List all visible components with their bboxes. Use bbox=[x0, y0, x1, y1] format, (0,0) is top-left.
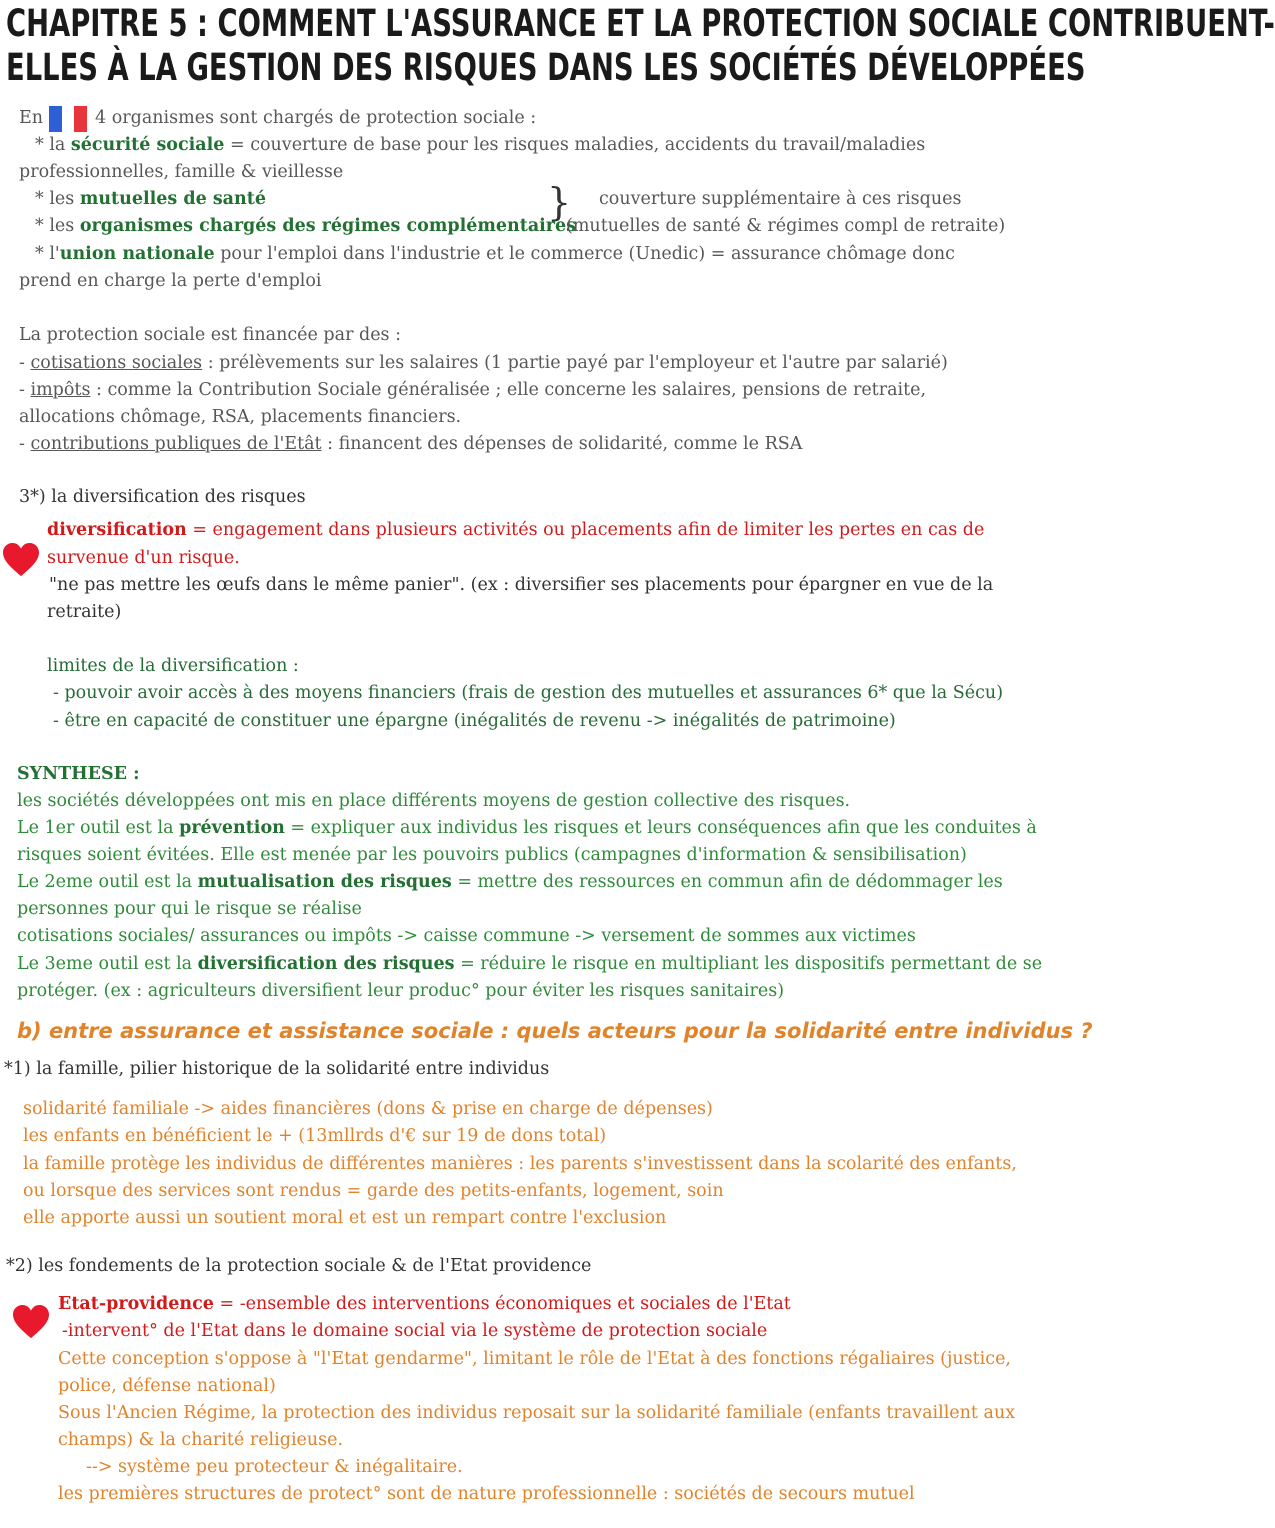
financement-intro: La protection sociale est financée par des : bbox=[19, 325, 401, 345]
etat-providence-definition: Etat-providence = -ensemble des interventions économiques et sociales de l'Etat bbox=[58, 1294, 791, 1314]
impots-line-2: allocations chômage, RSA, placements financiers. bbox=[19, 407, 462, 427]
famille-line-3: la famille protège les individus de différentes manières : les parents s'investissent dans la scolarité des enfants, bbox=[23, 1154, 1017, 1174]
famille-line-4: ou lorsque des services sont rendus = garde des petits-enfants, logement, soin bbox=[23, 1181, 724, 1201]
secu-line: * la sécurité sociale = couverture de base pour les risques maladies, accidents du travail/maladies bbox=[35, 135, 926, 155]
heart-icon bbox=[2, 542, 40, 578]
diversification-quote-2: retraite) bbox=[47, 602, 122, 622]
diversification-heading: 3*) la diversification des risques bbox=[19, 487, 306, 507]
opposition-line-2: police, défense national) bbox=[58, 1376, 276, 1396]
organismes-intro: En 4 organismes sont chargés de protection sociale : bbox=[19, 105, 536, 132]
premieres-structures-line: les premières structures de protect° sont de nature professionnelle : sociétés de secours mutuel bbox=[58, 1484, 915, 1504]
cotisations-line: - cotisations sociales : prélèvements sur les salaires (1 partie payé par l'employeur et l'autre par salarié) bbox=[19, 353, 948, 373]
etat-providence-definition-2: -intervent° de l'Etat dans le domaine social via le système de protection sociale bbox=[62, 1321, 768, 1341]
synthese-line-8: protéger. (ex : agriculteurs diversifient leur produc° pour éviter les risques sanitaires) bbox=[17, 981, 785, 1001]
famille-line-1: solidarité familiale -> aides financières (dons & prise en charge de dépenses) bbox=[23, 1099, 713, 1119]
mutuelles-note: couverture supplémentaire à ces risques bbox=[599, 189, 962, 209]
heart-icon bbox=[12, 1304, 50, 1340]
famille-line-2: les enfants en bénéficient le + (13mllrds d'€ sur 19 de dons total) bbox=[23, 1126, 607, 1146]
synthese-title: SYNTHESE : bbox=[17, 764, 140, 784]
contributions-line: - contributions publiques de l'Etât : financent des dépenses de solidarité, comme le RSA bbox=[19, 434, 803, 454]
title-line-1: CHAPITRE 5 : COMMENT L'ASSURANCE ET LA PROTECTION SOCIALE CONTRIBUENT- bbox=[6, 2, 1275, 45]
ancien-regime-line-2: champs) & la charité religieuse. bbox=[58, 1430, 344, 1450]
limite-1: - pouvoir avoir accès à des moyens financiers (frais de gestion des mutuelles et assurances 6* que la Sécu) bbox=[53, 683, 1004, 703]
famille-line-5: elle apporte aussi un soutient moral et est un rempart contre l'exclusion bbox=[23, 1208, 667, 1228]
opposition-line-1: Cette conception s'oppose à "l'Etat gendarme", limitant le rôle de l'Etat à des fonctions régaliaires (justice, bbox=[58, 1349, 1011, 1369]
union-line-2: prend en charge la perte d'emploi bbox=[19, 271, 322, 291]
impots-line: - impôts : comme la Contribution Sociale généralisée ; elle concerne les salaires, pensions de retraite, bbox=[19, 380, 927, 400]
section-b-heading: b) entre assurance et assistance sociale : quels acteurs pour la solidarité entre individus ? bbox=[17, 1019, 1093, 1043]
secu-line-2: professionnelles, famille & vieillesse bbox=[19, 162, 344, 182]
limite-2: - être en capacité de constituer une épargne (inégalités de revenu -> inégalités de patrimoine) bbox=[53, 711, 896, 731]
diversification-definition-2: survenue d'un risque. bbox=[47, 548, 240, 568]
diversification-quote: "ne pas mettre les œufs dans le même panier". (ex : diversifier ses placements pour épargner en vue de la bbox=[49, 575, 994, 595]
regimes-note: (mutuelles de santé & régimes compl de retraite) bbox=[566, 216, 1006, 236]
france-flag-icon bbox=[49, 106, 87, 132]
synthese-line-1: les sociétés développées ont mis en place différents moyens de gestion collective des risques. bbox=[17, 791, 851, 811]
curly-brace: } bbox=[547, 180, 572, 224]
famille-heading: *1) la famille, pilier historique de la solidarité entre individus bbox=[4, 1059, 550, 1079]
limites-title: limites de la diversification : bbox=[47, 656, 299, 676]
ancien-regime-line-1: Sous l'Ancien Régime, la protection des individus reposait sur la solidarité familiale (enfants travaillent aux bbox=[58, 1403, 1016, 1423]
chapter-title bbox=[6, 2, 1275, 90]
synthese-line-7: Le 3eme outil est la diversification des risques = réduire le risque en multipliant les dispositifs permettant de se bbox=[17, 954, 1043, 974]
synthese-line-3: risques soient évitées. Elle est menée par les pouvoirs publics (campagnes d'information & sensibilisation) bbox=[17, 845, 967, 865]
fondements-heading: *2) les fondements de la protection sociale & de l'Etat providence bbox=[6, 1256, 592, 1276]
title-line-2: ELLES À LA GESTION DES RISQUES DANS LES SOCIÉTÉS DÉVELOPPÉES bbox=[6, 46, 1086, 89]
regimes-line: * les organismes chargés des régimes complémentaires bbox=[35, 216, 577, 236]
synthese-line-4: Le 2eme outil est la mutualisation des risques = mettre des ressources en commun afin de dédommager les bbox=[17, 872, 1003, 892]
union-line: * l'union nationale pour l'emploi dans l'industrie et le commerce (Unedic) = assurance chômage donc bbox=[35, 244, 955, 264]
diversification-definition: diversification = engagement dans plusieurs activités ou placements afin de limiter les pertes en cas de bbox=[47, 520, 985, 540]
synthese-line-5: personnes pour qui le risque se réalise bbox=[17, 899, 362, 919]
mutuelles-line: * les mutuelles de santé bbox=[35, 189, 266, 209]
synthese-line-6: cotisations sociales/ assurances ou impôts -> caisse commune -> versement de sommes aux victimes bbox=[17, 926, 916, 946]
systeme-line: --> système peu protecteur & inégalitaire. bbox=[86, 1457, 463, 1477]
synthese-line-2: Le 1er outil est la prévention = expliquer aux individus les risques et leurs conséquences afin que les conduites à bbox=[17, 818, 1037, 838]
